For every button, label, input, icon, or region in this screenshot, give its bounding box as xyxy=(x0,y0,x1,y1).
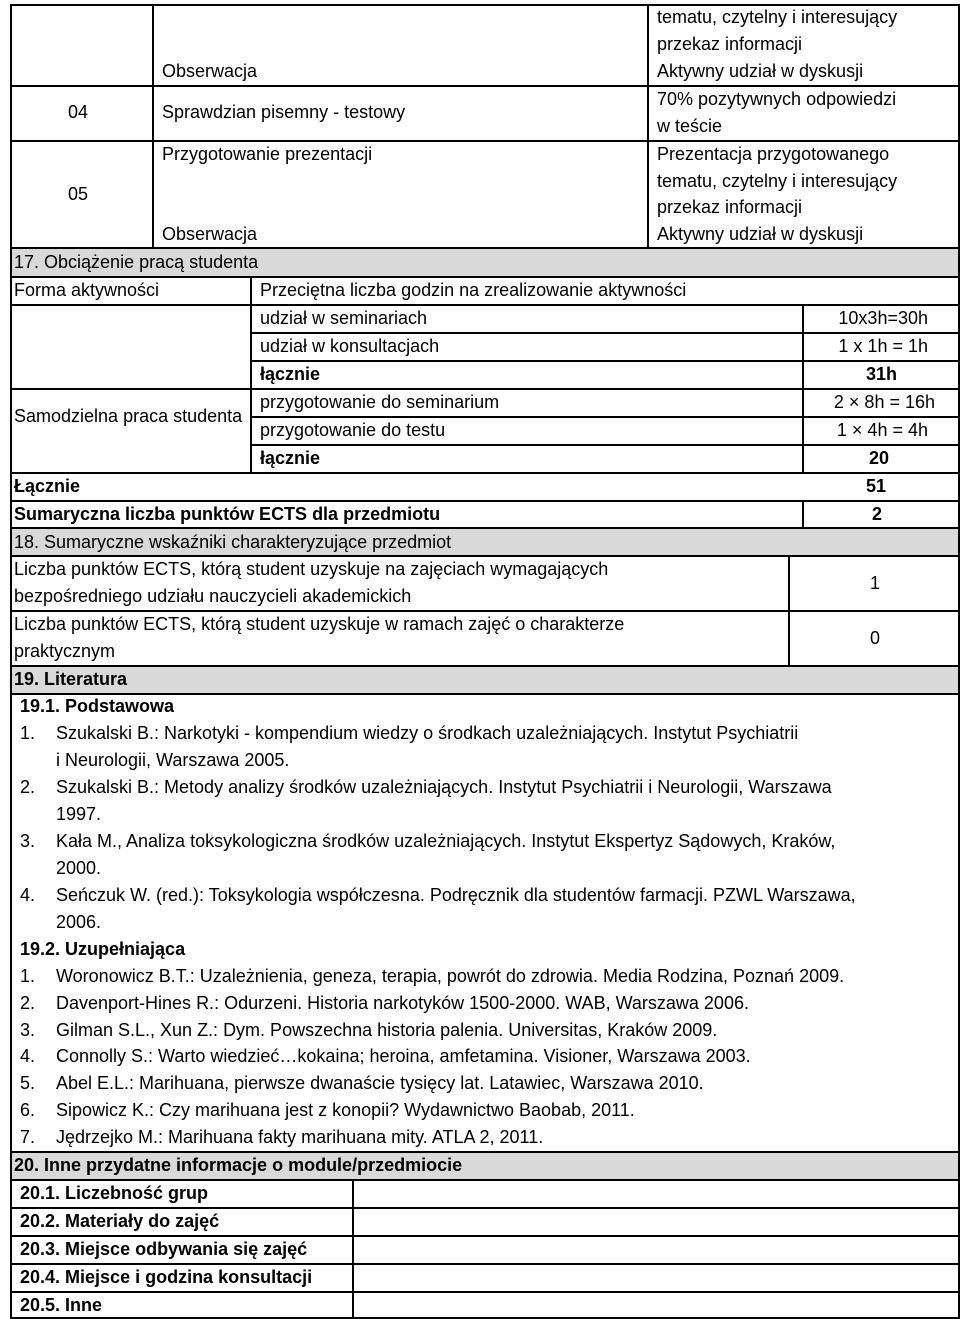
table-divider xyxy=(352,1179,354,1319)
list-number: 1. xyxy=(20,966,36,986)
table-divider xyxy=(802,500,804,529)
criteria-line: Aktywny udział w dyskusji xyxy=(657,61,864,81)
list-number: 7. xyxy=(20,1127,36,1147)
method-cell: Obserwacja xyxy=(162,61,258,81)
activity-label: przygotowanie do testu xyxy=(260,420,446,440)
list-number: 4. xyxy=(20,885,36,905)
info-row-label: 20.4. Miejsce i godzina konsultacji xyxy=(20,1267,313,1287)
indicator-line: praktycznym xyxy=(14,641,116,661)
info-row-label: 20.3. Miejsce odbywania się zajęć xyxy=(20,1239,308,1259)
self-study-label: Samodzielna praca studenta xyxy=(14,406,243,426)
criteria-line: przekaz informacji xyxy=(657,34,803,54)
list-item: Szukalski B.: Metody analizy środków uzależniających. Instytut Psychiatrii i Neurologii, Warszawa xyxy=(56,777,832,797)
list-number: 2. xyxy=(20,777,36,797)
table-divider xyxy=(152,4,154,249)
list-item: Szukalski B.: Narkotyki - kompendium wiedzy o środkach uzależniających. Instytut Psychiatrii xyxy=(56,723,799,743)
list-number: 3. xyxy=(20,1020,36,1040)
list-item: 2000. xyxy=(56,858,102,878)
list-number: 3. xyxy=(20,831,36,851)
list-number: 5. xyxy=(20,1073,36,1093)
list-item: Sipowicz K.: Czy marihuana jest z konopii? Wydawnictwo Baobab, 2011. xyxy=(56,1100,635,1120)
indicator-value: 1 xyxy=(870,573,881,593)
activity-label: udział w konsultacjach xyxy=(260,336,440,356)
col1-header: Forma aktywności xyxy=(14,280,160,300)
table-divider xyxy=(647,4,649,249)
method-cell: Obserwacja xyxy=(162,224,258,244)
ects-sum-value: 2 xyxy=(871,504,882,524)
list-item: Davenport-Hines R.: Odurzeni. Historia narkotyków 1500-2000. WAB, Warszawa 2006. xyxy=(56,993,749,1013)
col2-header: Przeciętna liczba godzin na zrealizowanie aktywności xyxy=(260,280,687,300)
criteria-line: 70% pozytywnych odpowiedzi xyxy=(657,89,897,109)
method-cell: Sprawdzian pisemny - testowy xyxy=(162,102,406,122)
list-item: Abel E.L.: Marihuana, pierwsze dwanaście tysięcy lat. Latawiec, Warszawa 2010. xyxy=(56,1073,704,1093)
criteria-line: tematu, czytelny i interesujący xyxy=(657,171,898,191)
subtotal-value: 20 xyxy=(868,448,889,468)
criteria-line: Aktywny udział w dyskusji xyxy=(657,224,864,244)
list-item: Seńczuk W. (red.): Toksykologia współczesna. Podręcznik dla studentów farmacji. PZWL Warszawa, xyxy=(56,885,856,905)
list-item: i Neurologii, Warszawa 2005. xyxy=(56,750,290,770)
section-18-title: 18. Sumaryczne wskaźniki charakteryzujące przedmiot xyxy=(14,532,452,552)
subtotal-value: 31h xyxy=(865,364,897,384)
info-row-label: 20.1. Liczebność grup xyxy=(20,1183,209,1203)
row-number: 05 xyxy=(68,184,89,204)
table-divider xyxy=(10,472,960,474)
section-17-title: 17. Obciążenie pracą studenta xyxy=(14,252,259,272)
basic-literature-title: 19.1. Podstawowa xyxy=(20,696,175,716)
criteria-line: Prezentacja przygotowanego xyxy=(657,144,890,164)
criteria-line: w teście xyxy=(657,116,723,136)
criteria-line: tematu, czytelny i interesujący xyxy=(657,7,898,27)
row-number: 04 xyxy=(68,102,89,122)
criteria-line: przekaz informacji xyxy=(657,197,803,217)
subtotal-label: łącznie xyxy=(260,448,321,468)
activity-hours: 10x3h=30h xyxy=(838,308,928,328)
list-item: Connolly S.: Warto wiedzieć…kokaina; heroina, amfetamina. Visioner, Warszawa 2003. xyxy=(56,1046,751,1066)
activity-label: przygotowanie do seminarium xyxy=(260,392,500,412)
list-item: Gilman S.L., Xun Z.: Dym. Powszechna historia palenia. Universitas, Kraków 2009. xyxy=(56,1020,718,1040)
list-number: 4. xyxy=(20,1046,36,1066)
list-item: Kała M., Analiza toksykologiczna środków uzależniających. Instytut Ekspertyz Sądowych, Kraków, xyxy=(56,831,836,851)
activity-hours: 1 × 4h = 4h xyxy=(836,420,928,440)
info-row-label: 20.5. Inne xyxy=(20,1295,103,1315)
activity-hours: 2 × 8h = 16h xyxy=(833,392,935,412)
table-divider xyxy=(250,444,960,446)
table-divider xyxy=(10,304,960,306)
supplementary-literature-title: 19.2. Uzupełniająca xyxy=(20,939,186,959)
list-number: 1. xyxy=(20,723,36,743)
activity-label: udział w seminariach xyxy=(260,308,428,328)
list-item: Woronowicz B.T.: Uzależnienia, geneza, terapia, powrót do zdrowia. Media Rodzina, Poznań 2009. xyxy=(56,966,845,986)
info-row-label: 20.2. Materiały do zajęć xyxy=(20,1211,220,1231)
table-divider xyxy=(250,360,960,362)
indicator-line: Liczba punktów ECTS, którą student uzyskuje w ramach zajęć o charakterze xyxy=(14,614,625,634)
indicator-value: 0 xyxy=(870,628,881,648)
list-number: 2. xyxy=(20,993,36,1013)
activity-hours: 1 x 1h = 1h xyxy=(838,336,928,356)
indicator-line: Liczba punktów ECTS, którą student uzyskuje na zajęciach wymagających xyxy=(14,559,609,579)
subtotal-label: łącznie xyxy=(260,364,321,384)
list-item: 2006. xyxy=(56,912,102,932)
indicator-line: bezpośredniego udziału nauczycieli akademickich xyxy=(14,586,412,606)
list-item: Jędrzejko M.: Marihuana fakty marihuana mity. ATLA 2, 2011. xyxy=(56,1127,544,1147)
method-cell: Przygotowanie prezentacji xyxy=(162,144,373,164)
ects-sum-label: Sumaryczna liczba punktów ECTS dla przedmiotu xyxy=(14,504,441,524)
section-19-title: 19. Literatura xyxy=(14,669,128,689)
table-divider xyxy=(10,1291,960,1293)
list-item: 1997. xyxy=(56,804,102,824)
grand-total-label: Łącznie xyxy=(14,476,81,496)
section-20-title: 20. Inne przydatne informacje o module/przedmiocie xyxy=(14,1155,463,1175)
grand-total-value: 51 xyxy=(865,476,886,496)
list-number: 6. xyxy=(20,1100,36,1120)
